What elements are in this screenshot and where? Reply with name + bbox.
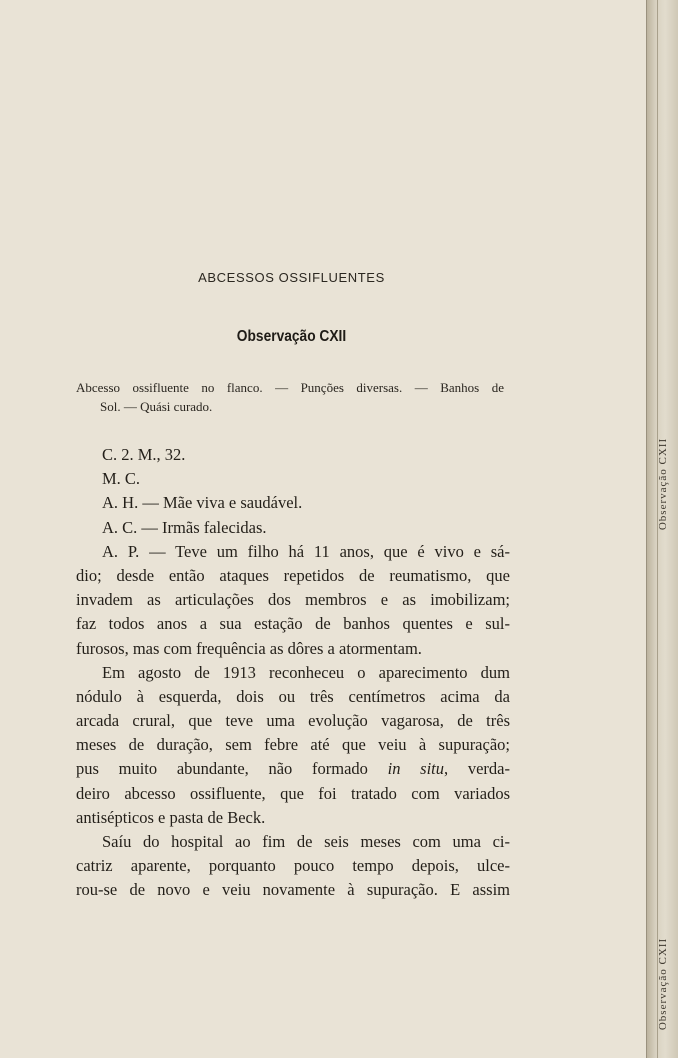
body-line-italic: pus muito abundante, não formado in situ, verda- (76, 759, 510, 779)
body-line: invadem as articulações dos membros e as imobilizam; (76, 590, 510, 610)
observation-summary (76, 378, 504, 416)
body-line: rou-se de novo e veiu novamente à supuração. E assim (76, 880, 510, 900)
body-line: A. C. — Irmãs falecidas. (102, 517, 267, 537)
body-line: antisépticos e pasta de Beck. (76, 807, 266, 827)
running-head: ABCESSOS OSSIFLUENTES (198, 270, 385, 285)
body-line: A. P. — Teve um filho há 11 anos, que é vivo e sá- (102, 541, 510, 561)
italic-phrase: in situ (387, 759, 445, 779)
body-line: dio; desde então ataques repetidos de reumatismo, que (76, 565, 510, 585)
edge-label-bottom: Observação CXII (657, 937, 669, 1031)
body-line: Em agosto de 1913 reconheceu o aparecimento dum (102, 662, 510, 682)
body-line: Saíu do hospital ao fim de seis meses com uma ci- (102, 832, 510, 851)
summary-line-2: Sol. — Quási curado. (100, 399, 213, 414)
summary-line-1: Abcesso ossifluente no flanco. — Punções diversas. — Banhos de (76, 380, 504, 395)
body-line: deiro abcesso ossifluente, que foi tratado com variados (76, 783, 510, 803)
body-line: meses de duração, sem febre até que veiu à supuração; (76, 735, 510, 755)
body-line: furosos, mas com frequência as dôres a atormentam. (76, 638, 422, 658)
body-line: A. H. — Mãe viva e saudável. (102, 493, 303, 513)
body-line: M. C. (102, 469, 141, 489)
body-line: arcada crural, que teve uma evolução vagarosa, de três (76, 711, 510, 731)
page-edge-line (646, 0, 647, 1058)
body-text (76, 443, 510, 903)
body-line: faz todos anos a sua estação de banhos quentes e sul- (76, 614, 510, 634)
body-line: C. 2. M., 32. (102, 445, 186, 464)
body-line: catriz aparente, porquanto pouco tempo depois, ulce- (76, 856, 510, 876)
edge-label-top: Observação CXII (657, 437, 669, 531)
body-line: nódulo à esquerda, dois ou três centímetros acima da (76, 686, 510, 706)
observation-title: Observação CXII (236, 328, 347, 345)
